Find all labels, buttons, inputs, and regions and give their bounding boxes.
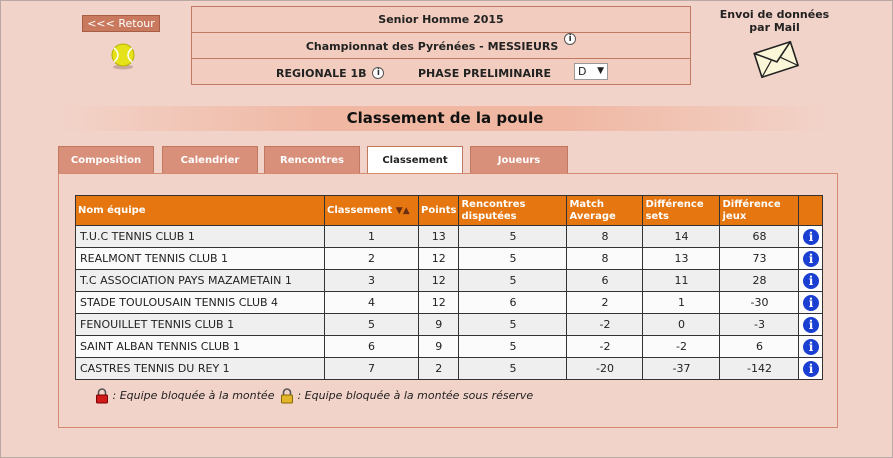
red-lock-icon bbox=[95, 388, 109, 404]
points-cell: 2 bbox=[419, 358, 459, 380]
info-icon[interactable]: i bbox=[803, 273, 819, 289]
info-icon[interactable]: i bbox=[803, 295, 819, 311]
info-cell bbox=[799, 248, 823, 270]
ranking-table bbox=[75, 195, 823, 380]
info-cell bbox=[799, 314, 823, 336]
legend-locked-reserve-text: : Equipe bloquée à la montée sous réserve bbox=[297, 389, 534, 402]
team-name[interactable]: FENOUILLET TENNIS CLUB 1 bbox=[76, 314, 325, 336]
games-diff-cell: 6 bbox=[720, 336, 799, 358]
tab-composition[interactable]: Composition bbox=[58, 146, 154, 174]
points-cell: 12 bbox=[419, 270, 459, 292]
poule-select[interactable]: D ▼ bbox=[574, 63, 608, 80]
games-diff-cell: 73 bbox=[720, 248, 799, 270]
match-average-cell: -20 bbox=[567, 358, 643, 380]
team-name[interactable]: T.U.C TENNIS CLUB 1 bbox=[76, 226, 325, 248]
col-header-points[interactable]: Points bbox=[419, 196, 459, 226]
championship-category: Senior Homme 2015 bbox=[192, 7, 690, 33]
tennis-ball-icon bbox=[109, 42, 137, 70]
sets-diff-cell: -2 bbox=[643, 336, 720, 358]
col-header-name[interactable]: Nom équipe bbox=[76, 196, 325, 226]
info-cell bbox=[799, 358, 823, 380]
back-button[interactable]: <<< Retour bbox=[82, 15, 160, 32]
games-diff-cell: -3 bbox=[720, 314, 799, 336]
rank-cell: 5 bbox=[325, 314, 419, 336]
chevron-down-icon: ▼ bbox=[597, 66, 604, 76]
col-header-played[interactable]: Rencontres disputées bbox=[459, 196, 567, 226]
team-name[interactable]: T.C ASSOCIATION PAYS MAZAMETAIN 1 bbox=[76, 270, 325, 292]
games-diff-cell: 28 bbox=[720, 270, 799, 292]
team-name[interactable]: STADE TOULOUSAIN TENNIS CLUB 4 bbox=[76, 292, 325, 314]
info-icon[interactable]: i bbox=[803, 229, 819, 245]
division-label: REGIONALE 1B i bbox=[276, 67, 384, 80]
yellow-lock-icon bbox=[280, 388, 294, 404]
championship-name-row bbox=[192, 33, 690, 59]
envelope-icon[interactable] bbox=[753, 38, 799, 80]
games-diff-cell: -142 bbox=[720, 358, 799, 380]
info-cell bbox=[799, 270, 823, 292]
phase-label: PHASE PRELIMINAIRE bbox=[418, 67, 552, 80]
played-cell: 5 bbox=[459, 336, 567, 358]
rank-cell: 6 bbox=[325, 336, 419, 358]
info-cell bbox=[799, 226, 823, 248]
rank-cell: 3 bbox=[325, 270, 419, 292]
sets-diff-cell: 14 bbox=[643, 226, 720, 248]
tab-calendrier[interactable]: Calendrier bbox=[162, 146, 258, 174]
table-row bbox=[76, 226, 823, 248]
info-icon[interactable]: i bbox=[803, 251, 819, 267]
info-icon[interactable]: i bbox=[803, 317, 819, 333]
games-diff-cell: 68 bbox=[720, 226, 799, 248]
tab-panel bbox=[58, 173, 838, 428]
played-cell: 5 bbox=[459, 270, 567, 292]
sets-diff-cell: 11 bbox=[643, 270, 720, 292]
rank-cell: 1 bbox=[325, 226, 419, 248]
tab-rencontres[interactable]: Rencontres bbox=[264, 146, 360, 174]
sort-arrows-icon[interactable]: ▼▲ bbox=[395, 205, 410, 216]
team-name[interactable]: REALMONT TENNIS CLUB 1 bbox=[76, 248, 325, 270]
played-cell: 6 bbox=[459, 292, 567, 314]
info-cell bbox=[799, 336, 823, 358]
sets-diff-cell: -37 bbox=[643, 358, 720, 380]
match-average-cell: 2 bbox=[567, 292, 643, 314]
played-cell: 5 bbox=[459, 226, 567, 248]
sets-diff-cell: 0 bbox=[643, 314, 720, 336]
table-row bbox=[76, 270, 823, 292]
tab-joueurs[interactable]: Joueurs bbox=[470, 146, 568, 174]
legend-locked-text: : Equipe bloquée à la montée bbox=[112, 389, 275, 402]
points-cell: 9 bbox=[419, 336, 459, 358]
points-cell: 12 bbox=[419, 292, 459, 314]
table-row bbox=[76, 314, 823, 336]
info-cell bbox=[799, 292, 823, 314]
info-icon[interactable]: i bbox=[803, 339, 819, 355]
games-diff-cell: -30 bbox=[720, 292, 799, 314]
rank-cell: 7 bbox=[325, 358, 419, 380]
played-cell: 5 bbox=[459, 358, 567, 380]
tab-classement[interactable]: Classement bbox=[367, 146, 463, 175]
division-info-icon[interactable]: i bbox=[372, 67, 384, 79]
sets-diff-cell: 1 bbox=[643, 292, 720, 314]
match-average-cell: 8 bbox=[567, 226, 643, 248]
team-name[interactable]: SAINT ALBAN TENNIS CLUB 1 bbox=[76, 336, 325, 358]
points-cell: 13 bbox=[419, 226, 459, 248]
table-row bbox=[76, 248, 823, 270]
table-row bbox=[76, 358, 823, 380]
col-header-games-diff[interactable]: Différence jeux bbox=[720, 196, 799, 226]
mail-label[interactable]: Envoi de données par Mail bbox=[719, 8, 830, 34]
team-name[interactable]: CASTRES TENNIS DU REY 1 bbox=[76, 358, 325, 380]
championship-header bbox=[191, 6, 691, 85]
points-cell: 12 bbox=[419, 248, 459, 270]
table-row bbox=[76, 292, 823, 314]
table-row bbox=[76, 336, 823, 358]
played-cell: 5 bbox=[459, 248, 567, 270]
points-cell: 9 bbox=[419, 314, 459, 336]
match-average-cell: 8 bbox=[567, 248, 643, 270]
table-header-row bbox=[76, 196, 823, 226]
col-header-info bbox=[799, 196, 823, 226]
match-average-cell: 6 bbox=[567, 270, 643, 292]
match-average-cell: -2 bbox=[567, 314, 643, 336]
championship-info-icon[interactable]: i bbox=[564, 33, 576, 45]
legend bbox=[95, 388, 533, 404]
championship-name: Championnat des Pyrénées - MESSIEURS bbox=[305, 40, 559, 53]
division-row bbox=[192, 59, 690, 85]
rank-cell: 4 bbox=[325, 292, 419, 314]
match-average-cell: -2 bbox=[567, 336, 643, 358]
rank-cell: 2 bbox=[325, 248, 419, 270]
col-header-rank[interactable]: Classement ▼▲ bbox=[325, 196, 419, 226]
section-title: Classement de la poule bbox=[60, 106, 830, 131]
info-icon[interactable]: i bbox=[803, 361, 819, 377]
played-cell: 5 bbox=[459, 314, 567, 336]
col-header-match-average[interactable]: Match Average bbox=[567, 196, 643, 226]
col-header-sets-diff[interactable]: Différence sets bbox=[643, 196, 720, 226]
sets-diff-cell: 13 bbox=[643, 248, 720, 270]
